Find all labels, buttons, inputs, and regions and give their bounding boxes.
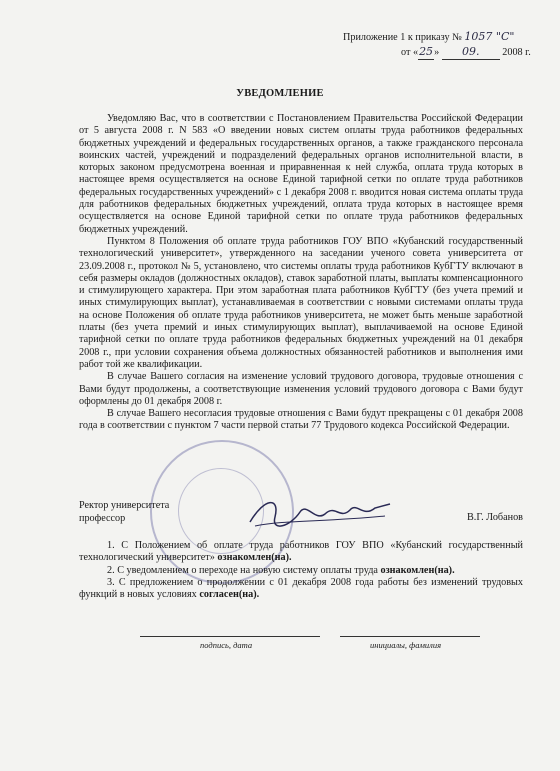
signer-name: В.Г. Лобанов: [467, 512, 523, 523]
paragraph-1: Уведомляю Вас, что в соответствии с Постановлением Правительства Российской Федерации от 5 августа 2008 г. N 583 «О введении новых систем оплаты труда работников федеральных бюджетных учреждений и федеральных государственных органов, а также гражданского персонала воинских частей, учреждений и подразделений федеральных органов исполнительной власти, в которых законом предусмотрена военная и приравненная к ней служба, оплата труда которых в настоящее время осуществляется на основе Единой тарифной сетки по оплате труда работников федеральных государственных учреждений» с 1 декабря 2008 г. вводится новая система оплаты труда для работников федеральных бюджетных учреждений, оплата труда которых в настоящее время осуществляется на основе Единой тарифной сетки по оплате труда работников федеральных бюджетных учреждений.: [79, 113, 523, 235]
notice-body: [79, 113, 523, 433]
ack-1: [79, 540, 523, 565]
caption-signature-date: подпись, дата: [200, 640, 253, 650]
appendix-header: [343, 30, 538, 60]
date-prefix: от «: [401, 47, 419, 58]
signature-line-right: [340, 636, 480, 637]
ack-1-bold: ознакомлен(на).: [217, 552, 292, 564]
ack-1-text: 1. С Положением об оплате труда работников ГОУ ВПО «Кубанский государственный технологический университет»: [79, 540, 523, 564]
date-mid: »: [434, 47, 440, 58]
signer-position-1: Ректор университета: [79, 500, 170, 511]
caption-initials-name: инициалы, фамилия: [370, 640, 442, 650]
signer-block: [79, 500, 523, 525]
date-day: 25: [419, 45, 434, 58]
signer-position-2: профессор: [79, 512, 126, 524]
document-title: УВЕДОМЛЕНИЕ: [236, 88, 324, 99]
paragraph-3: В случае Вашего согласия на изменение условий трудового договора, трудовые отношения с Вами будут продолжены, а соответствующие изменения условий трудового договора с Вами будут оформлены до 01 декабря 2008 г.: [79, 371, 523, 407]
ack-3-text: 3. С предложением о продолжении с 01 декабря 2008 года работы без изменений трудовых функций в новых условиях: [79, 576, 523, 601]
date-year: 2008 г.: [502, 47, 531, 58]
signature-line-left: [140, 636, 320, 637]
order-number: 1057 "С": [464, 30, 515, 43]
date-month: 09.: [442, 45, 500, 60]
ack-3: [79, 577, 523, 602]
paragraph-2: Пунктом 8 Положения об оплате труда работников ГОУ ВПО «Кубанский государственный технологический университет», утвержденного на заседании ученого совета университета от 23.09.2008 г., протокол № 5, установлено, что системы оплаты труда работников КубГТУ включают в себя размеры окладов (должностных окладов), ставок заработной платы, выплаты компенсационного и стимулирующего характера. При этом заработная плата работников КубГТУ (без учета премий и иных стимулирующих выплат), устанавливаемая в соответствии с новыми системами оплаты труда на основе Положения об оплате труда работников университета, не может быть меньше заработной платы (без учета премий и иных стимулирующих выплат), выплачиваемой на основе Единой тарифной сетки по оплате труда работников федеральных бюджетных учреждений на 01 декабря 2008 г., при условии сохранения объема должностных обязанностей работников и выполнения ими работ той же квалификации.: [79, 235, 523, 370]
paragraph-4: В случае Вашего несогласия трудовые отношения с Вами будут прекращены с 01 декабря 2008 года в соответствии с пунктом 7 части первой статьи 77 Трудового кодекса Российской Федерации.: [79, 408, 523, 432]
ack-3-bold: согласен(на).: [199, 589, 260, 601]
appendix-prefix: Приложение 1 к приказу №: [343, 32, 462, 43]
appendix-line: [343, 30, 538, 45]
ack-2-bold: ознакомлен(на).: [380, 564, 455, 576]
acknowledgements: [79, 540, 523, 601]
ack-2-text: 2. С уведомлением о переходе на новую систему оплаты труда: [107, 564, 378, 576]
date-line: [343, 45, 538, 60]
ack-2: [79, 565, 523, 577]
